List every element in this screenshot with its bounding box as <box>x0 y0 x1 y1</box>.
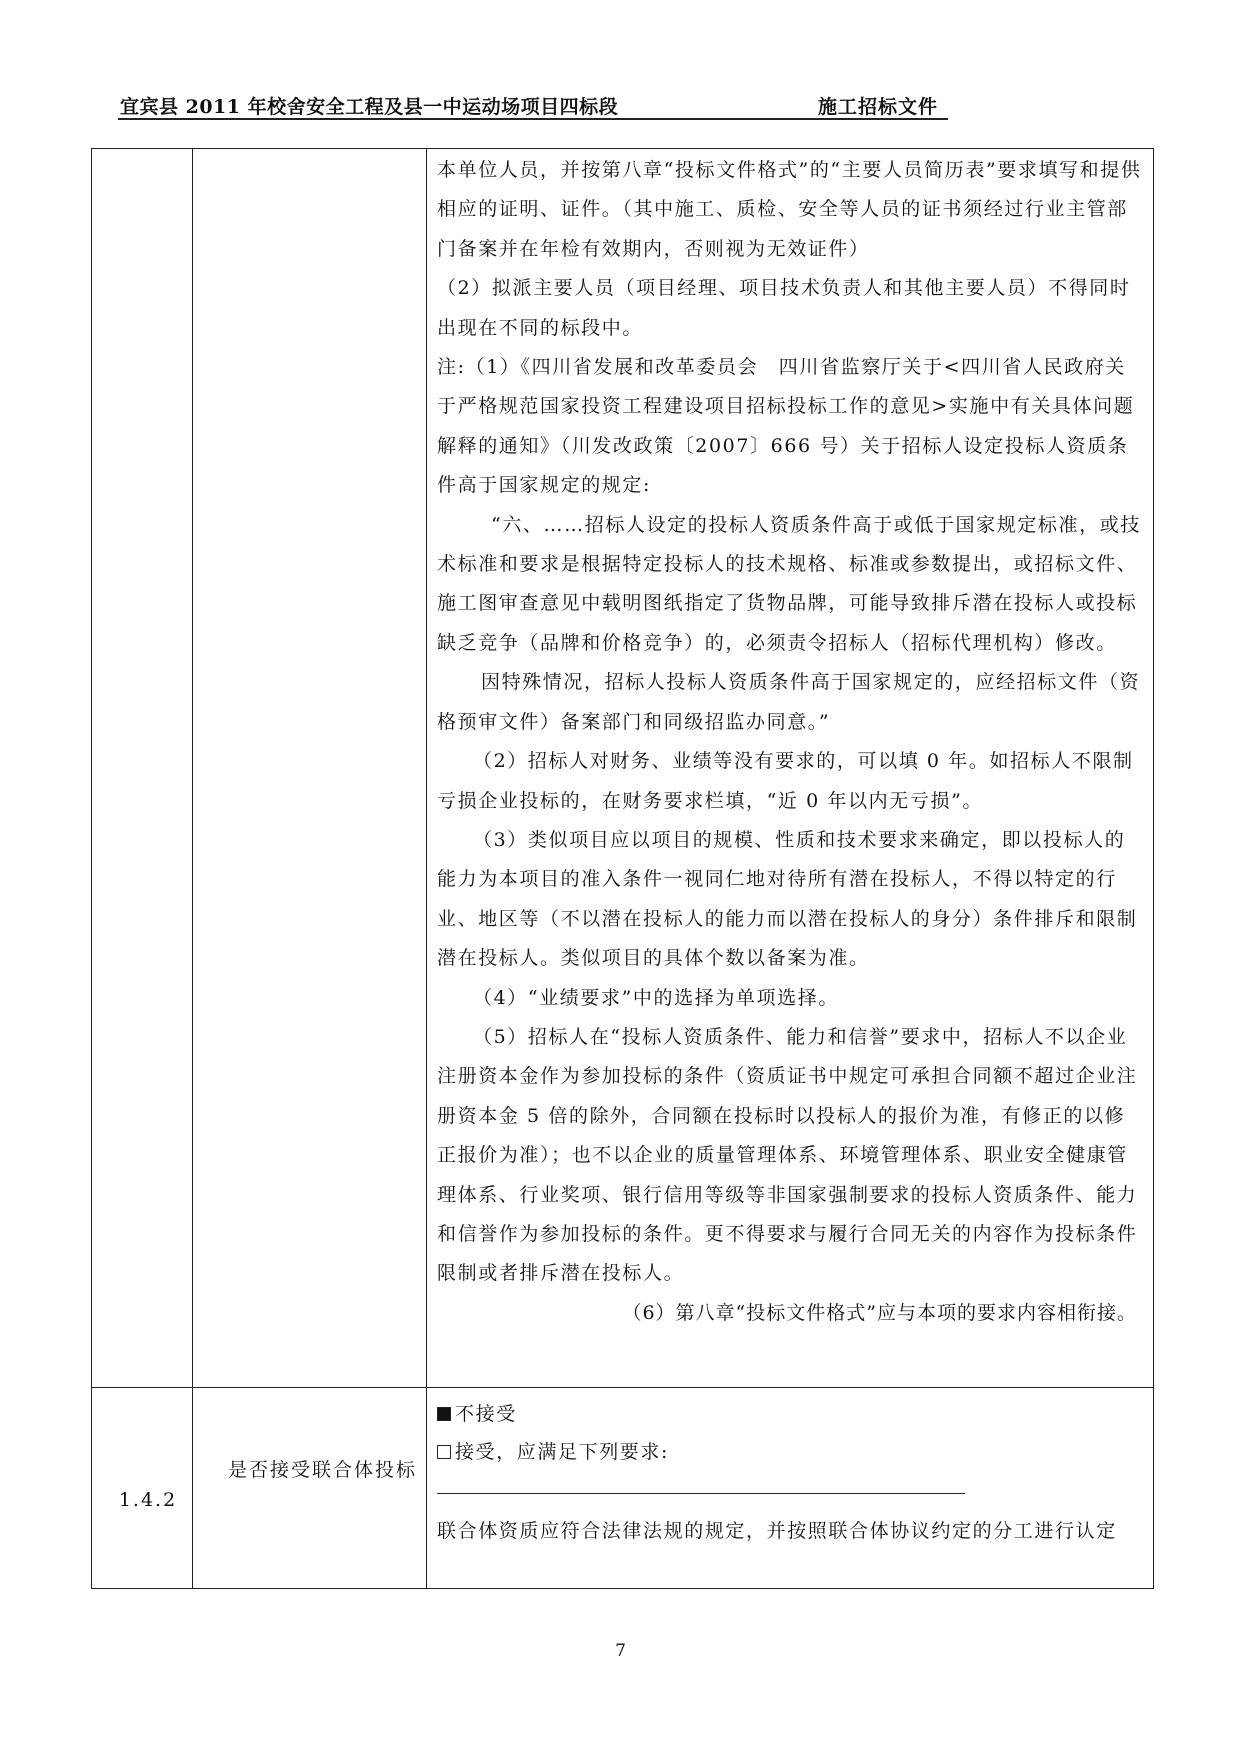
column-divider-1 <box>192 149 193 1588</box>
option-accept-label: 接受，应满足下列要求: <box>455 1441 670 1463</box>
bid-data-table <box>91 148 1154 1589</box>
unchecked-box-icon <box>437 1445 451 1459</box>
header-doc-type: 施工招标文件 <box>818 96 939 118</box>
option-accept <box>437 1433 1145 1471</box>
row1-content <box>437 151 1145 1333</box>
paragraph-note-1: 注:（1）《四川省发展和改革委员会 四川省监察厅关于<四川省人民政府关于严格规范国家投资工程建设项目招标投标工作的意见>实施中有关具体问题解释的通知》（川发改政策〔2007〕666 号）关于招标人设定投标人资质条件高于国家规定的规定: <box>437 356 1135 497</box>
paragraph-note-3: （3）类似项目应以项目的规模、性质和技术要求来确定，即以投标人的能力为本项目的准入条件一视同仁地对待所有潜在投标人，不得以特定的行业、地区等（不以潜在投标人的能力而以潜在投标人的身分）条件排斥和限制潜在投标人。类似项目的具体个数以备案为准。 <box>437 828 1138 970</box>
paragraph-note-6: （6）第八章“投标文件格式”应与本项的要求内容相衔接。 <box>622 1301 1137 1324</box>
paragraph-note-2: （2）招标人对财务、业绩等没有要求的，可以填 0 年。如招标人不限制亏损企业投标的，在财务要求栏填，“近 0 年以内无亏损”。 <box>437 750 1134 812</box>
fill-in-line <box>437 1493 965 1494</box>
paragraph-note-5: （5）招标人在“投标人资质条件、能力和信誉”要求中，招标人不以企业注册资本金作为参加投标的条件（资质证书中规定可承担合同额不超过企业注册资本金 5 倍的除外，合同额在投标时以投标人的报价为准，有修正的以修正报价为准）；也不以企业的质量管理体系、环境管理体系、职业安全健康管理体系、行业奖项、银行信用等级等非国家强制要求的投标人资质条件、能力和信誉作为参加投标的条件。更不得要求与履行合同无关的内容作为投标条件限制或者排斥潜在投标人。 <box>437 1025 1138 1285</box>
clause-number: 1.4.2 <box>118 1489 178 1511</box>
header-project-title: 宜宾县 2011 年校舍安全工程及县一中运动场项目四标段 <box>120 96 619 118</box>
paragraph-quote: “六、……招标人设定的投标人资质条件高于或低于国家规定标准，或技术标准和要求是根据特定投标人的技术规格、标准或参数提出，或招标文件、施工图审查意见中载明图纸指定了货物品牌，可能导致排斥潜在投标人或投标缺乏竞争（品牌和价格竞争）的，必须责令招标人（招标代理机构）修改。 <box>437 513 1141 654</box>
checked-box-icon <box>437 1407 451 1421</box>
option-not-accept-label: 不接受 <box>455 1403 517 1425</box>
paragraph-quote-end: 因特殊情况，招标人投标人资质条件高于国家规定的，应经招标文件（资格预审文件）备案部门和同级招监办同意。” <box>437 671 1141 733</box>
clause-label: 是否接受联合体投标 <box>228 1459 418 1481</box>
paragraph-personnel-2: （2）拟派主要人员（项目经理、项目技术负责人和其他主要人员）不得同时出现在不同的标段中。 <box>437 277 1131 339</box>
page-header <box>118 84 948 120</box>
row2-content <box>437 1395 1145 1550</box>
paragraph-note-4: （4）“业绩要求”中的选择为单项选择。 <box>473 986 839 1009</box>
option-not-accept <box>437 1395 1145 1433</box>
paragraph-personnel: 本单位人员，并按第八章“投标文件格式”的“主要人员简历表”要求填写和提供相应的证明、证件。（其中施工、质检、安全等人员的证书须经过行业主管部门备案并在年检有效期内，否则视为无效证件） <box>437 159 1142 260</box>
joint-venture-requirement: 联合体资质应符合法律法规的规定，并按照联合体协议约定的分工进行认定 <box>437 1520 1117 1542</box>
page-number: 7 <box>615 1641 626 1661</box>
column-divider-2 <box>426 149 427 1588</box>
row-divider <box>92 1387 1153 1388</box>
